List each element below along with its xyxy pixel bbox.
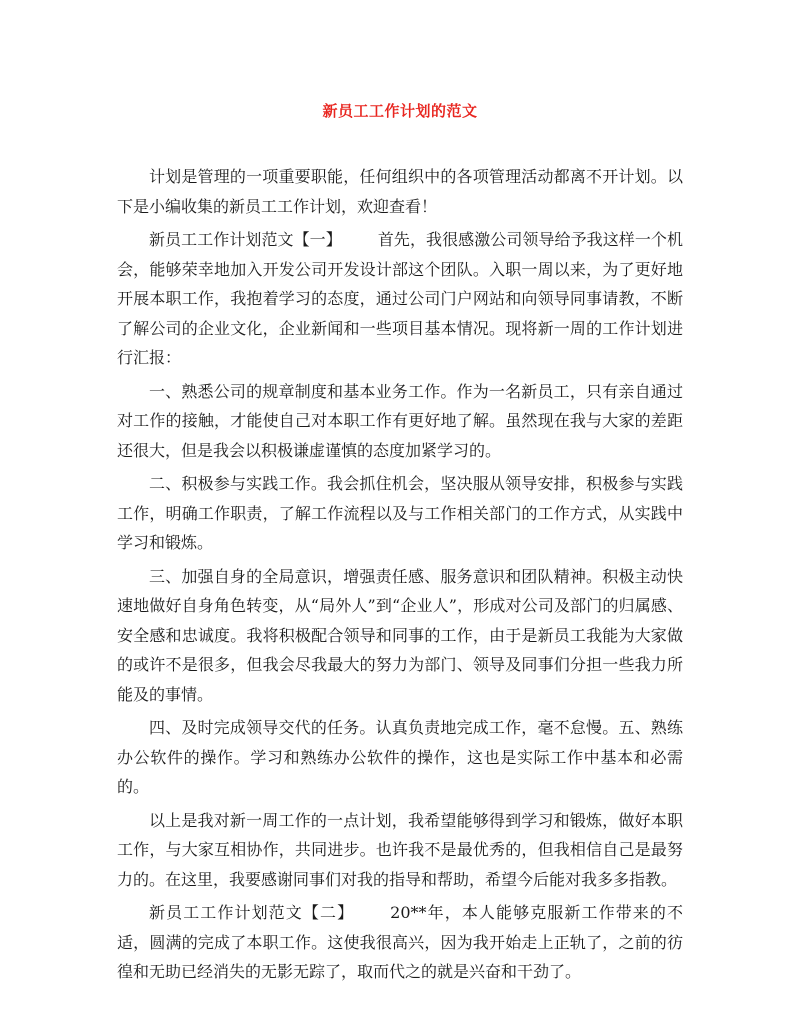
paragraph-point-four-five	[117, 713, 683, 802]
paragraph-text: 首先，我很感激公司领导给予我这样一个机会，能够荣幸地加入开发公司开发设计部这个团队。入职一周以来，为了更好地开展本职工作，我抱着学习的态度，通过公司门户网站和向领导同事请教，不断了解公司的企业文化，企业新闻和一些项目基本情况。现将新一周的工作计划进行汇报：	[117, 230, 683, 367]
paragraph-sample-two	[117, 898, 683, 987]
paragraph-point-two	[117, 469, 683, 558]
paragraph-conclusion	[117, 806, 683, 895]
paragraph-intro	[117, 162, 683, 221]
paragraph-text: 一、熟悉公司的规章制度和基本业务工作。作为一名新员工，只有亲自通过对工作的接触，才能使自己对本职工作有更好地了解。虽然现在我与大家的差距还很大，但是我会以积极谦虚谨慎的态度加紧学习的。	[117, 381, 683, 460]
paragraph-text: 以上是我对新一周工作的一点计划，我希望能够得到学习和锻炼，做好本职工作，与大家互相协作，共同进步。也许我不是最优秀的，但我相信自己是最努力的。在这里，我要感谢同事们对我的指导和帮助，希望今后能对我多多指教。	[117, 810, 683, 889]
document-title: 新员工工作计划的范文	[322, 102, 478, 120]
document-body	[117, 162, 683, 991]
paragraph-point-one	[117, 377, 683, 466]
section-heading: 新员工工作计划范文【二】	[149, 903, 355, 922]
section-heading: 新员工工作计划范文【一】	[149, 230, 342, 249]
paragraph-text: 20**年，本人能够克服新工作带来的不适，圆满的完成了本职工作。这使我很高兴，因为我开始走上正轨了，之前的彷徨和无助已经消失的无影无踪了，取而代之的就是兴奋和干劲了。	[117, 903, 683, 981]
paragraph-text: 二、积极参与实践工作。我会抓住机会，坚决服从领导安排，积极参与实践工作，明确工作职责，了解工作流程以及与工作相关部门的工作方式，从实践中学习和锻炼。	[117, 474, 683, 552]
paragraph-sample-one	[117, 225, 683, 373]
paragraph-text: 四、及时完成领导交代的任务。认真负责地完成工作，毫不怠慢。五、熟练办公软件的操作。学习和熟练办公软件的操作，这也是实际工作中基本和必需的。	[117, 718, 683, 796]
paragraph-text: 三、加强自身的全局意识，增强责任感、服务意识和团队精神。积极主动快速地做好自身角色转变，从“局外人”到“企业人”，形成对公司及部门的归属感、安全感和忠诚度。我将积极配合领导和同事的工作，由于是新员工我能为大家做的或许不是很多，但我会尽我最大的努力为部门、领导及同事们分担一些我力所能及的事情。	[117, 566, 683, 704]
paragraph-text: 计划是管理的一项重要职能，任何组织中的各项管理活动都离不开计划。以下是小编收集的新员工工作计划，欢迎查看！	[117, 167, 683, 216]
paragraph-point-three	[117, 562, 683, 710]
